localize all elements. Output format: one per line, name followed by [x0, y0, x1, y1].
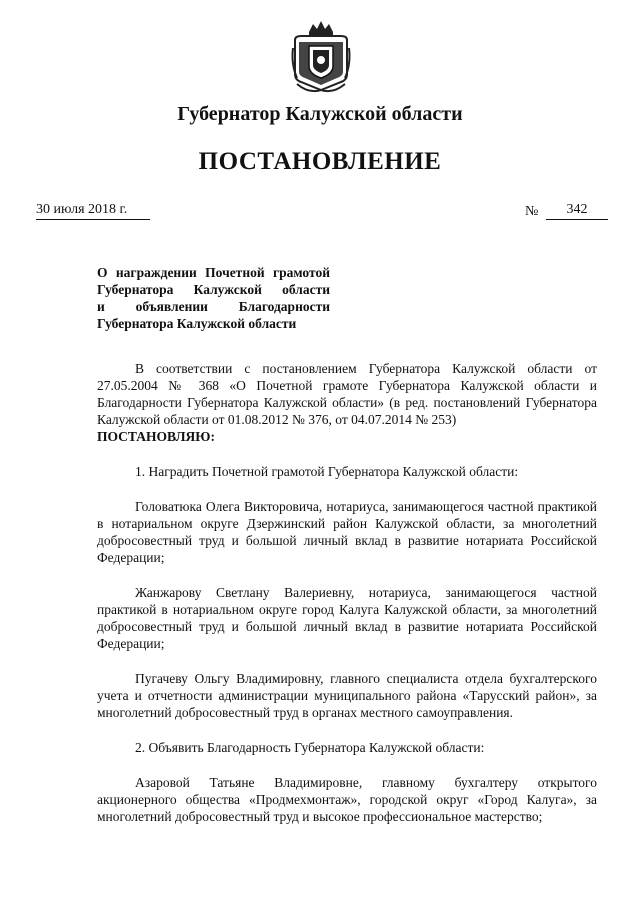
resolve-heading: ПОСТАНОВЛЯЮ:: [97, 429, 215, 444]
gratitude-paragraph: Азаровой Татьяне Владимировне, главному бухгалтеру открытого акционерного общества «Продмехмонтаж», городской округ «Город Калуга», за многолетний добросовестный труд и высокое профессиональное мастерство;: [97, 775, 597, 824]
awardee-paragraph: Жанжарову Светлану Валериевну, нотариуса, занимающегося частной практикой в нотариальном округе город Калуга Калужской области, за многолетний добросовестный труд и большой личный вклад в развитие нотариата Российской Федерации;: [97, 585, 597, 651]
item-gratitude-heading: 2. Объявить Благодарность Губернатора Калужской области:: [135, 740, 485, 755]
awardee-paragraph: Головатюка Олега Викторовича, нотариуса, занимающегося частной практикой в нотариальном округе Дзержинский район Калужской области, за многолетний добросовестный труд и большой личный вклад в развитие нотариата Российской Федерации;: [97, 499, 597, 565]
subject-line: О награждении Почетной грамотой: [97, 265, 330, 280]
issuing-authority: Губернатор Калужской области: [177, 103, 463, 125]
subject-line: и объявлении Благодарности: [97, 299, 330, 314]
document-date: 30 июля 2018 г.: [36, 202, 150, 220]
document-body: [97, 360, 597, 843]
document-type-title: ПОСТАНОВЛЕНИЕ: [198, 148, 442, 175]
preamble-paragraph: В соответствии с постановлением Губернатора Калужской области от 27.05.2004 № 368 «О Почетной грамоте Губернатора Калужской области и Благодарности Губернатора Калужской области» (в ред. постановлений Губернатора Калужской области от 01.08.2012 № 376, от 04.07.2014 № 253): [97, 361, 597, 427]
awardee-paragraph: Пугачеву Ольгу Владимировну, главного специалиста отдела бухгалтерского учета и отчетности администрации муниципального района «Тарусский район», за многолетний добросовестный труд в органах местного самоуправления.: [97, 671, 597, 720]
subject-line: Губернатора Калужской области: [97, 282, 330, 297]
document-subject: [97, 264, 330, 332]
subject-line: Губернатора Калужской области: [97, 316, 297, 331]
document-number: 342: [546, 202, 608, 220]
item-award-heading: 1. Наградить Почетной грамотой Губернатора Калужской области:: [135, 464, 519, 479]
coat-of-arms-icon: [289, 18, 353, 94]
number-label: №: [525, 204, 539, 219]
